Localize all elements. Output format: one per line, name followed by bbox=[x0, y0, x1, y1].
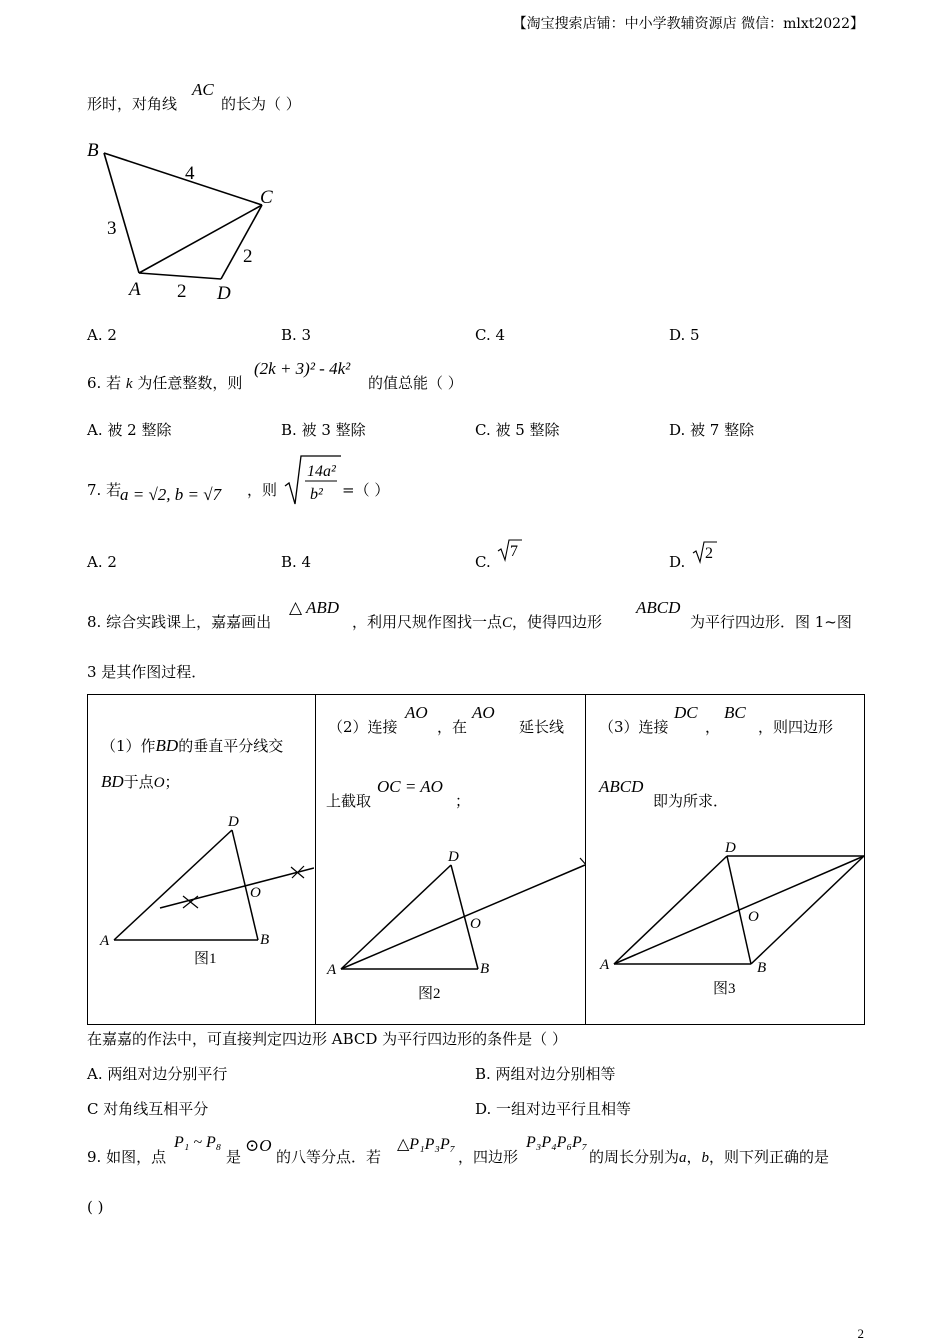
fig1-label-a: A bbox=[100, 933, 110, 949]
q7-denominator: b² bbox=[310, 486, 323, 503]
q8-step2-ao1: AO bbox=[405, 703, 428, 722]
q8-line1-b: ，利用尺规作图找一点C，使得四边形 bbox=[352, 613, 603, 631]
q8-option-d[interactable]: D. 一组对边平行且相等 bbox=[475, 1100, 632, 1118]
q8-step2-text1-c: 延长线 bbox=[519, 718, 565, 736]
q8-step3-dc: DC bbox=[674, 703, 698, 722]
svg-text:7: 7 bbox=[510, 543, 518, 560]
q6-stem: 6. 若 k 为任意整数，则 bbox=[87, 374, 243, 392]
q7-option-c[interactable]: C. bbox=[475, 553, 491, 571]
page-header: 【淘宝搜索店铺：中小学教辅资源店 微信：mlxt2022】 bbox=[512, 16, 864, 32]
q5-len-ad: 2 bbox=[177, 281, 187, 302]
fig1-label-d: D bbox=[228, 814, 239, 830]
q9-quad: P₃P₄P₆P₇ bbox=[526, 1134, 588, 1151]
q8-step3-text2: 即为所求． bbox=[653, 792, 729, 810]
q8-option-a[interactable]: A. 两组对边分别平行 bbox=[87, 1065, 228, 1083]
q7-conditions: a = √2, b = √7 bbox=[120, 485, 222, 504]
q8-step1-text1: （1）作BD的垂直平分线交 bbox=[101, 736, 284, 755]
q5-label-c: C bbox=[260, 187, 273, 208]
q6-option-b[interactable]: B. 被 3 整除 bbox=[281, 421, 366, 439]
fig3-label-b: B bbox=[757, 960, 767, 976]
q7-stem-suffix: =（ ） bbox=[342, 481, 390, 499]
fig2-label-b: B bbox=[480, 961, 490, 977]
q9-circle: ⊙O bbox=[245, 1136, 272, 1155]
q5-label-a: A bbox=[129, 279, 141, 300]
q5-label-b: B bbox=[87, 140, 99, 161]
q6-option-c[interactable]: C. 被 5 整除 bbox=[475, 421, 560, 439]
q9-tail: 的周长分别为a，b，则下列正确的是 bbox=[589, 1148, 830, 1166]
q8-question: 在嘉嘉的作法中，可直接判定四边形 ABCD 为平行四边形的条件是（ ） bbox=[87, 1030, 567, 1048]
q6-option-d[interactable]: D. 被 7 整除 bbox=[669, 421, 755, 439]
q8-step3-text1-b: ，则四边形 bbox=[758, 718, 834, 736]
q8-step3-abcd: ABCD bbox=[599, 777, 644, 796]
q8-line1-d: 为平行四边形．图 1~图 bbox=[690, 613, 852, 631]
q7-stem-mid: ，则 bbox=[247, 481, 278, 499]
q8-step3-bc: BC bbox=[724, 703, 746, 722]
q5-stem: 形时，对角线 bbox=[87, 95, 178, 113]
q8-triangle-abd: △ ABD bbox=[289, 598, 340, 617]
q8-step2-text2: 上截取 bbox=[326, 792, 372, 810]
fig3-label-o: O bbox=[748, 909, 759, 925]
q9-answer-paren: ( ) bbox=[87, 1198, 104, 1216]
q5-option-c[interactable]: C. 4 bbox=[475, 326, 506, 344]
fig2-label-o: O bbox=[470, 916, 481, 932]
q8-figure1 bbox=[88, 810, 314, 970]
q9-quad-label: ，四边形 bbox=[458, 1148, 519, 1166]
q7-option-d[interactable]: D. bbox=[669, 553, 686, 571]
q5-stem-suffix: 的长为（ ） bbox=[221, 95, 301, 113]
q5-len-bc: 4 bbox=[185, 163, 195, 184]
q5-quadrilateral-figure bbox=[80, 135, 290, 310]
q8-step1-text2: BD于点O； bbox=[101, 772, 180, 791]
fig1-caption: 图1 bbox=[194, 951, 217, 967]
q8-step2-equation: OC = AO bbox=[377, 777, 443, 796]
q8-step3-comma: ， bbox=[705, 718, 721, 736]
fig3-caption: 图3 bbox=[713, 981, 736, 997]
q9-prefix: 9. 如图，点 bbox=[87, 1148, 167, 1166]
q8-line1-a: 8. 综合实践课上，嘉嘉画出 bbox=[87, 613, 272, 631]
fig2-label-d: D bbox=[448, 849, 459, 865]
q8-step2-semicolon: ； bbox=[455, 792, 471, 810]
q8-figure2 bbox=[316, 845, 585, 1005]
q9-mid: 的八等分点．若 bbox=[276, 1148, 382, 1166]
fig3-label-a: A bbox=[600, 957, 610, 973]
fig2-caption: 图2 bbox=[418, 986, 441, 1002]
q8-step2-text1-b: ，在 bbox=[437, 718, 468, 736]
q8-line2: 3 是其作图过程． bbox=[87, 663, 207, 681]
fig3-label-d: D bbox=[725, 840, 736, 856]
q8-option-b[interactable]: B. 两组对边分别相等 bbox=[475, 1065, 616, 1083]
q9-shi: 是 bbox=[226, 1148, 242, 1166]
q8-figure3 bbox=[586, 836, 864, 1001]
q5-option-d[interactable]: D. 5 bbox=[669, 326, 700, 344]
q7-option-b[interactable]: B. 4 bbox=[281, 553, 312, 571]
q5-label-d: D bbox=[217, 283, 231, 304]
q5-len-cd: 2 bbox=[243, 246, 253, 267]
fig1-label-o: O bbox=[250, 885, 261, 901]
q5-option-a[interactable]: A. 2 bbox=[87, 326, 117, 344]
fig2-label-a: A bbox=[327, 962, 337, 978]
q8-option-c[interactable]: C 对角线互相平分 bbox=[87, 1100, 209, 1118]
q7-option-a[interactable]: A. 2 bbox=[87, 553, 117, 571]
q7-option-c-sqrt bbox=[497, 538, 523, 562]
q8-step2-text1-a: （2）连接 bbox=[328, 718, 398, 736]
q5-option-b[interactable]: B. 3 bbox=[281, 326, 312, 344]
q7-option-d-sqrt bbox=[692, 540, 718, 564]
svg-text:2: 2 bbox=[705, 545, 713, 562]
page-number: 2 bbox=[857, 1326, 864, 1341]
fig1-label-b: B bbox=[260, 932, 270, 948]
q6-expression: (2k + 3)² - 4k² bbox=[254, 359, 351, 378]
q8-step2-ao2: AO bbox=[472, 703, 495, 722]
q8-step3-text1-a: （3）连接 bbox=[599, 718, 669, 736]
q6-option-a[interactable]: A. 被 2 整除 bbox=[87, 421, 172, 439]
q7-numerator: 14a² bbox=[307, 463, 336, 480]
q5-var-ac: AC bbox=[192, 80, 214, 99]
q5-len-ab: 3 bbox=[107, 218, 117, 239]
q8-quad-abcd: ABCD bbox=[636, 598, 681, 617]
q7-stem-prefix: 7. 若 bbox=[87, 481, 122, 499]
q9-triangle: △P₁P₃P₇ bbox=[397, 1136, 456, 1153]
q9-points: P₁ ~ P₈ bbox=[174, 1134, 222, 1151]
q6-stem-suffix: 的值总能（ ） bbox=[368, 374, 463, 392]
q7-radical-fraction bbox=[283, 452, 343, 508]
